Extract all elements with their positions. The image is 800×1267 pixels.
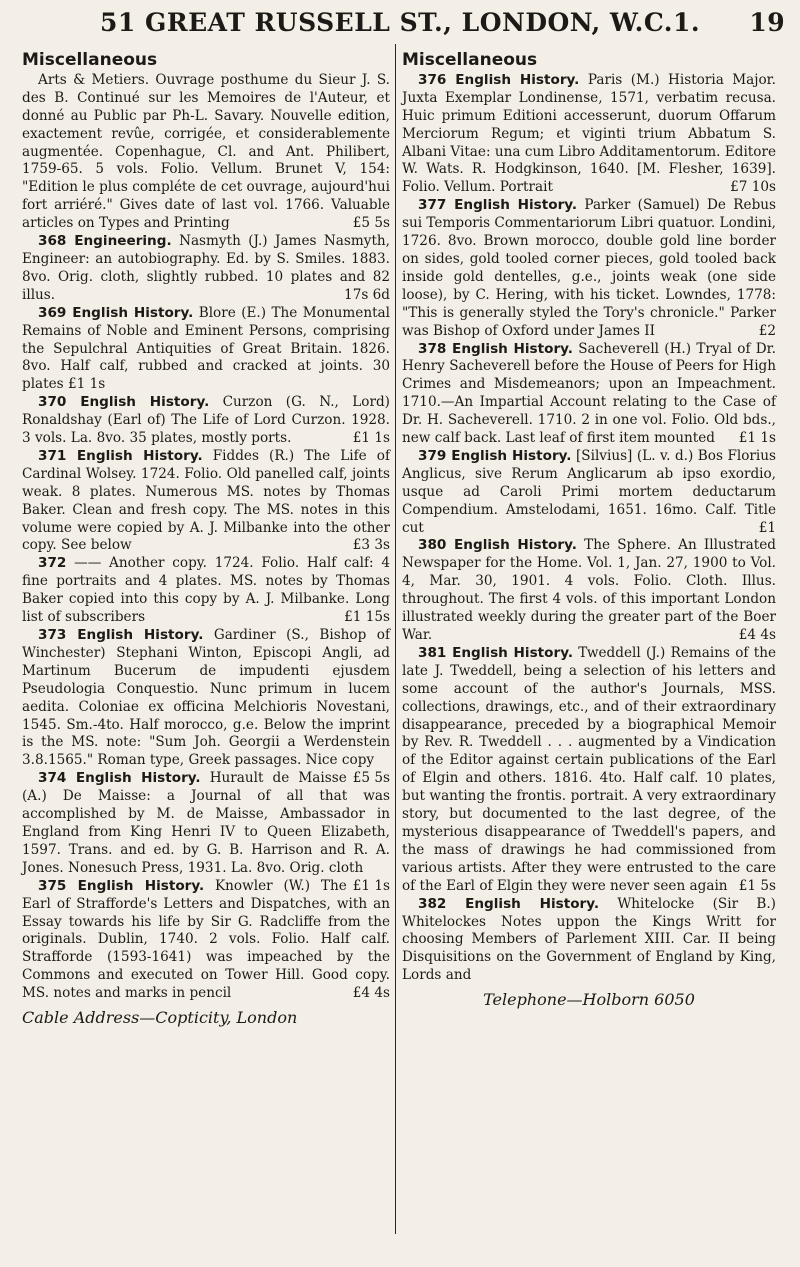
entry-price: £4 4s — [738, 627, 776, 643]
catalogue-entry — [402, 537, 776, 644]
entry-text: Curzon (G. N., Lord) Ronaldshay (Earl of) The Life of Lord Curzon. 1928. 3 vols. La. 8vo. 35 plates, mostly ports. — [22, 394, 390, 447]
right-entries — [402, 72, 776, 985]
entry-text: Blore (E.) The Monumental Remains of Noble and Eminent Persons, comprising the Sepulchral Antiquities of Great Britain. 1826. 8vo. Half calf, rubbed and cracked at joints. 30 plates £1 1s — [22, 304, 390, 393]
entry-number: 382 English History. — [418, 895, 600, 912]
catalogue-entry — [22, 878, 390, 1003]
left-column — [22, 52, 390, 1027]
entry-number: 377 English History. — [418, 197, 578, 214]
entry-text: Arts & Metiers. Ouvrage posthume du Sieur J. S. des B. Continué sur les Memoires de l'Auteur, et donné au Public par Ph-L. Savary. Nouvelle edition, exactement revûe, corrigée, et considerablemente augmentée. Copenhague, Cl. and Ant. Philibert, 1759-65. 5 vols. Folio. Vellum. Brunet V, 154: "Edition le plus compléte de cet ouvrage, aujourd'hui fort arriéré." Gives date of last vol. 1766. Valuable articles on Types and Printing — [22, 71, 390, 232]
catalogue-entry — [402, 72, 776, 197]
catalogue-entry — [402, 896, 776, 986]
entry-text: Knowler (W.) The Earl of Strafforde's Letters and Dispatches, with an Essay towards his life by Sir G. Radcliffe from the originals. Dublin, 1740. 2 vols. Folio. Half calf. Strafforde (1593-1641) was impeached by the Commons and executed on Tower Hill. Good copy. MS. notes and marks in pencil — [22, 877, 390, 1002]
right-column — [402, 52, 776, 1009]
entry-number: 374 English History. — [38, 770, 201, 787]
catalogue-entry — [22, 305, 390, 395]
catalogue-entry — [402, 341, 776, 448]
section-heading: Miscellaneous — [22, 50, 158, 70]
entry-text: Hurault de Maisse (A.) De Maisse: a Journal of all that was accomplished by M. de Maisse, Ambassador in England from King Henri IV to Queen Elizabeth, 1597. Trans. and ed. by G. B. Harrison and R. A. Jones. Nonesuch Press, 1931. La. 8vo. Orig. cloth — [22, 770, 390, 876]
entry-price: £5 5s — [352, 770, 390, 787]
entry-price: £3 3s — [352, 537, 390, 554]
entry-price: £1 15s — [344, 609, 390, 626]
catalogue-entry — [402, 197, 776, 340]
page-header — [100, 8, 785, 37]
entry-text: Sacheverell (H.) Tryal of Dr. Henry Sacheverell before the House of Peers for High Crimes and Misdemeanors; upon an Impeachment. 1710.—An Impartial Account relating to the Case of Dr. H. Sacheverell. 1710. 2 in one vol. Folio. Old bds., new calf back. Last leaf of first item mounted — [402, 340, 776, 447]
catalogue-entry — [22, 72, 390, 233]
left-entries — [22, 72, 390, 1003]
entry-text: —— Another copy. 1724. Folio. Half calf: 4 fine portraits and 4 plates. MS. notes by Thomas Baker copied into this copy by A. J. Milbanke. Long list of subscribers — [22, 555, 390, 626]
entry-price: £2 — [758, 322, 776, 339]
entry-number: 370 English History. — [38, 394, 210, 411]
section-heading: Miscellaneous — [402, 50, 538, 70]
entry-price: 17s 6d — [344, 286, 390, 303]
entry-text: Nasmyth (J.) James Nasmyth, Engineer: an autobiography. Ed. by S. Smiles. 1883. 8vo. Orig. cloth, slightly rubbed. 10 plates and 82 illus. — [22, 233, 390, 303]
entry-text: Fiddes (R.) The Life of Cardinal Wolsey. 1724. Folio. Old panelled calf, joints weak. 8 plates. Numerous MS. notes by Thomas Baker. Clean and fresh copy. The MS. notes in this volume were copied by A. J. Milbanke into the other copy. See below — [22, 447, 390, 554]
entry-price: £1 1s — [352, 877, 390, 894]
entry-number: 369 English History. — [38, 304, 194, 321]
catalogue-entry — [22, 394, 390, 448]
entry-number: 375 English History. — [38, 877, 205, 894]
entry-price: £4 4s — [352, 985, 390, 1002]
page-number: 19 — [749, 8, 786, 37]
entry-price: £1 1s — [738, 430, 776, 447]
entry-text: Tweddell (J.) Remains of the late J. Tweddell, being a selection of his letters and some account of the author's Journals, MSS. collections, drawings, etc., and of their extraordinary disappearance, preceded by a biographical Memoir by Rev. R. Tweddell . . . augmented by a Vindication of the Editor against certain publications of the Earl of Elgin and others. 1816. 4to. Half calf. 10 plates, but wanting the frontis. portrait. A very extraordinary story, but documented to the last degree, of the mysterious disappearance of Tweddell's papers, and the mass of drawings he had commissioned from various artists. After they were entrusted to the care of the Earl of Elgin they were never seen again — [402, 644, 776, 894]
catalogue-entry — [402, 645, 776, 896]
entry-price: £1 — [758, 519, 776, 536]
entry-text: Paris (M.) Historia Major. Juxta Exemplar Londinense, 1571, verbatim recusa. Huic primum Editioni accesserunt, duorum Offarum Merciorum Regum; et viginti trium Abbatum S. Albani Vitae: una cum Libro Additamentorum. Editore W. Wats. R. Hodgkinson, 1640. [M. Flesher, 1639]. Folio. Vellum. Portrait — [402, 71, 777, 196]
telephone: Telephone—Holborn 6050 — [483, 990, 695, 1010]
entry-price: £5 5s — [352, 215, 390, 232]
entry-number: 378 English History. — [418, 340, 573, 357]
catalogue-entry — [22, 448, 390, 555]
entry-number: 381 English History. — [418, 644, 573, 661]
entry-number: 380 English History. — [418, 537, 577, 554]
entry-text: Gardiner (S., Bishop of Winchester) Stephani Winton, Episcopi Angli, ad Martinum Bucerum de impudenti ejusdem Pseudologia Conquestio. Nunc primum in lucem aedita. Coloniae ex officina Melchioris Novestani, 1545. Sm.-4to. Half morocco, g.e. Below the imprint is the MS. note: "Sum Joh. Georgii a Werdenstein 3.8.1565." Roman type, Greek passages. Nice copy — [22, 627, 390, 769]
entry-price: £1 5s — [738, 877, 776, 894]
column-divider — [395, 44, 396, 1234]
address: 51 GREAT RUSSELL ST., LONDON, W.C.1. — [100, 8, 701, 37]
catalogue-entry — [22, 233, 390, 305]
entry-text: Parker (Samuel) De Rebus sui Temporis Commentariorum Libri quatuor. Londini, 1726. 8vo. Brown morocco, double gold line border on sides, gold tooled corner pieces, gold tooled back inside gold dentelles, g.e., joints weak (one side loose), by C. Hering, with his ticket. Lowndes, 1778: "This is generally styled the Tory's chronicle." Parker was Bishop of Oxford under James II — [402, 197, 776, 339]
entry-price: £7 10s — [730, 179, 776, 196]
entry-number: 368 Engineering. — [38, 233, 172, 250]
entry-text: Whitelocke (Sir B.) Whitelockes Notes uppon the Kings Writt for choosing Members of Parlement XIII. Car. II being Disquisitions on the Government of England by King, Lords and — [402, 895, 776, 984]
entry-price: £1 1s — [352, 430, 390, 447]
entry-number: 372 — [38, 555, 67, 572]
entry-text: The Sphere. An Illustrated Newspaper for the Home. Vol. 1, Jan. 27, 1900 to Vol. 4, Mar. 30, 1901. 4 vols. Folio. Cloth. Illus. throughout. The first 4 vols. of this important London illustrated weekly during the greater part of the Boer War. — [402, 537, 776, 643]
entry-number: 379 English History. — [418, 447, 572, 464]
entry-number: 371 English History. — [38, 447, 203, 464]
catalogue-entry — [402, 448, 776, 538]
catalogue-entry — [22, 555, 390, 627]
entry-number: 373 English History. — [38, 627, 204, 643]
cable-address: Cable Address—Copticity, London — [22, 1008, 298, 1028]
entry-text: [Silvius] (L. v. d.) Bos Florius Anglicus, sive Rerum Anglicarum ab ipso exordio, usque ad Caroli Primi mortem deductarum Compendium. Amstelodami, 1651. 16mo. Calf. Title cut — [402, 447, 776, 536]
entry-number: 376 English History. — [418, 71, 580, 88]
